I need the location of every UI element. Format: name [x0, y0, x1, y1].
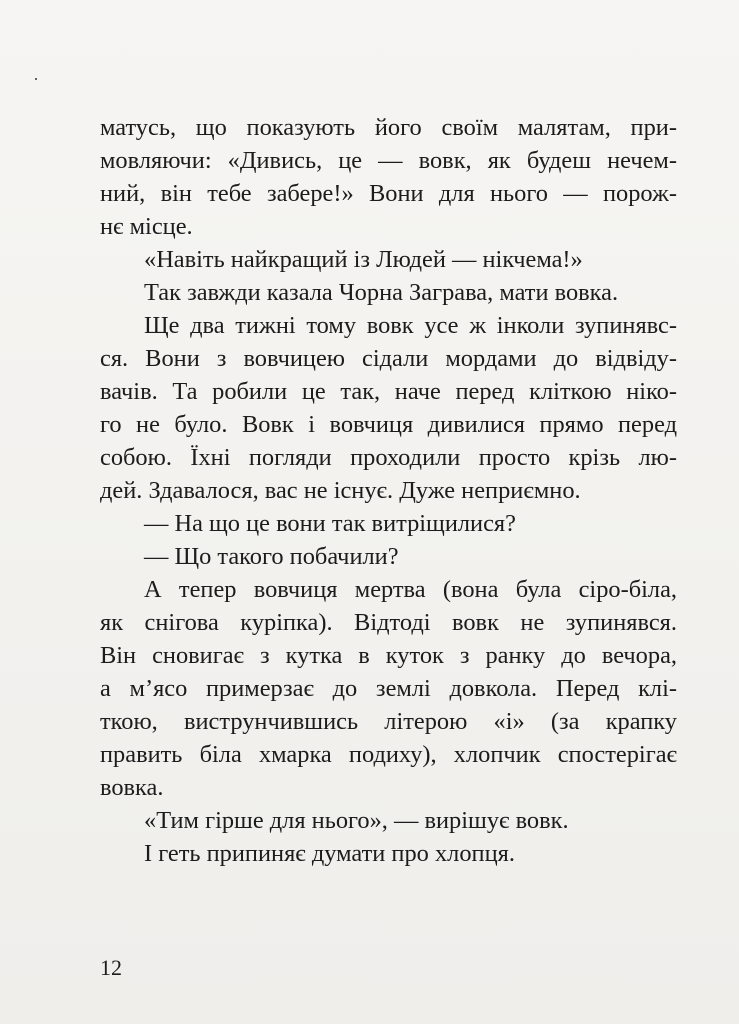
- text-line: мовляючи: «Дивись, це — вовк, як будеш нечем-: [100, 147, 677, 174]
- text-line: «Навіть найкращий із Людей — нікчема!»: [144, 246, 583, 273]
- text-line: править біла хмарка подиху), хлопчик спостерігає: [100, 741, 677, 768]
- text-line: вачів. Та робили це так, наче перед кліткою ніко-: [100, 378, 677, 405]
- text-line: А тепер вовчиця мертва (вона була сіро-біла,: [144, 576, 677, 603]
- text-line: ний, він тебе забере!» Вони для нього — порож-: [100, 180, 677, 207]
- text-line: го не було. Вовк і вовчиця дивилися прямо перед: [100, 411, 677, 438]
- text-line: нє місце.: [100, 213, 193, 240]
- text-line: ся. Вони з вовчицею сідали мордами до відвіду-: [100, 345, 677, 372]
- text-line: собою. Їхні погляди проходили просто крізь лю-: [100, 444, 677, 471]
- text-line: Ще два тижні тому вовк усе ж інколи зупинявс-: [144, 312, 677, 339]
- text-line: матусь, що показують його своїм малятам, при-: [100, 114, 677, 141]
- page-number: 12: [100, 955, 122, 980]
- text-line: Він сновигає з кутка в куток з ранку до вечора,: [100, 642, 677, 669]
- text-line: — На що це вони так витріщилися?: [144, 510, 516, 537]
- text-line: а м’ясо примерзає до землі довкола. Перед клі-: [100, 675, 677, 702]
- text-line: І геть припиняє думати про хлопця.: [144, 840, 515, 867]
- text-line: як снігова куріпка). Відтоді вовк не зупинявся.: [100, 609, 677, 636]
- text-line: ткою, виструнчившись літерою «і» (за крапку: [100, 708, 677, 735]
- body-text: [100, 111, 677, 870]
- text-line: дей. Здавалося, вас не існує. Дуже неприємно.: [100, 477, 581, 504]
- text-line: Так завжди казала Чорна Заграва, мати вовка.: [144, 279, 619, 306]
- print-speck: [35, 78, 37, 80]
- text-line: вовка.: [100, 774, 164, 801]
- text-line: «Тим гірше для нього», — вирішує вовк.: [144, 807, 569, 834]
- text-line: — Що такого побачили?: [144, 543, 399, 570]
